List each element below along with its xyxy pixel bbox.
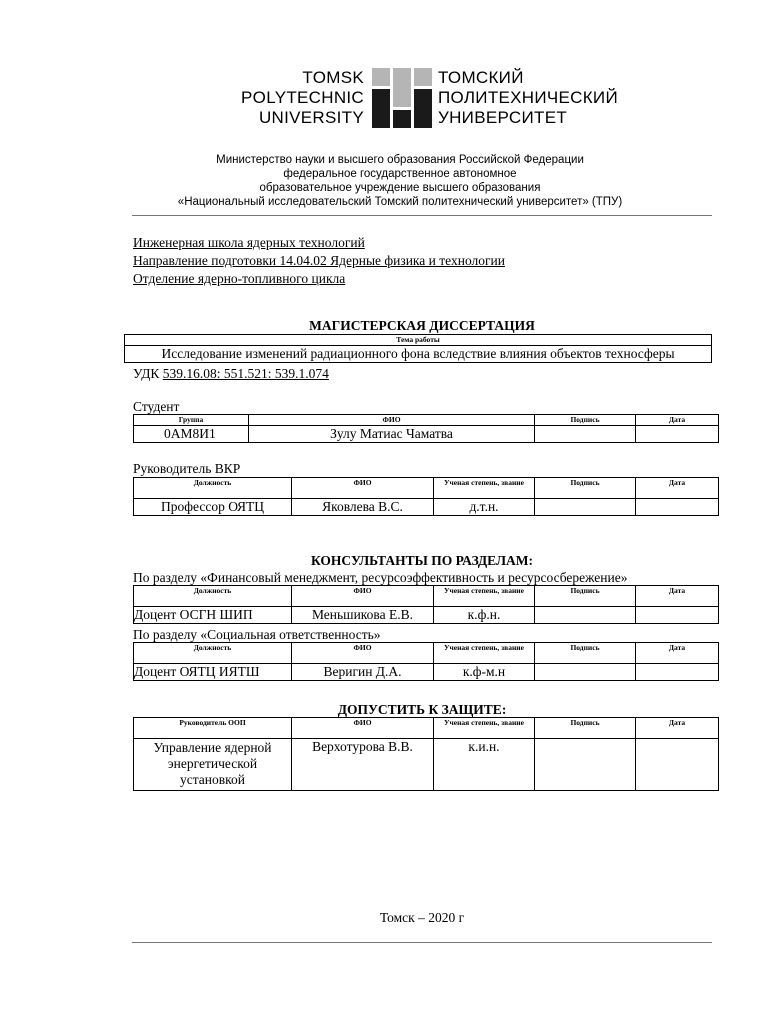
consult1-header-name: ФИО xyxy=(292,586,434,607)
supervisor-header-signature: Подпись xyxy=(535,478,636,499)
consult2-date xyxy=(636,664,719,681)
student-date xyxy=(636,426,719,443)
logo-ru-line-1: ТОМСКИЙ xyxy=(438,68,524,87)
direction-name: Направление подготовки 14.04.02 Ядерные физика и технологии xyxy=(133,253,505,268)
student-label: Студент xyxy=(133,399,180,414)
supervisor-degree: д.т.н. xyxy=(434,499,535,516)
admit-degree: к.и.н. xyxy=(434,739,535,791)
udk-label: УДК xyxy=(133,366,163,381)
supervisor-header-degree: Ученая степень, звание xyxy=(434,478,535,499)
ministry-line-3: образовательное учреждение высшего образования xyxy=(259,182,541,194)
consult1-degree: к.ф.н. xyxy=(434,607,535,624)
consult1-header-date: Дата xyxy=(636,586,719,607)
student-name: Зулу Матиас Чаматва xyxy=(249,426,535,443)
consult2-label: По разделу «Социальная ответственность» xyxy=(133,627,381,642)
consult2-name: Веригин Д.А. xyxy=(292,664,434,681)
footer-divider xyxy=(132,942,712,943)
student-header-signature: Подпись xyxy=(535,415,636,426)
logo-en-line-1: TOMSK xyxy=(302,68,364,87)
supervisor-position: Профессор ОЯТЦ xyxy=(134,499,292,516)
consult2-signature xyxy=(535,664,636,681)
consult2-table xyxy=(133,642,719,681)
student-table xyxy=(133,414,719,443)
topic-header: Тема работы xyxy=(125,335,712,346)
department-name: Отделение ядерно-топливного цикла xyxy=(133,271,346,286)
tpu-logo-icon xyxy=(372,68,432,128)
header-divider xyxy=(132,215,712,216)
supervisor-header-date: Дата xyxy=(636,478,719,499)
consult2-header-degree: Ученая степень, звание xyxy=(434,643,535,664)
admit-name: Верхотурова В.В. xyxy=(292,739,434,791)
logo-en-line-2: POLYTECHNIC xyxy=(241,88,364,107)
supervisor-label: Руководитель ВКР xyxy=(133,461,241,476)
consult1-date xyxy=(636,607,719,624)
topic-value: Исследование изменений радиационного фона вследствие влияния объектов техносферы xyxy=(125,346,712,363)
supervisor-header-position: Должность xyxy=(134,478,292,499)
ministry-line-1: Министерство науки и высшего образования Российской Федерации xyxy=(216,154,584,166)
consult2-header-signature: Подпись xyxy=(535,643,636,664)
ministry-line-4: «Национальный исследовательский Томский политехнический университет» (ТПУ) xyxy=(177,196,623,208)
admit-table xyxy=(133,717,719,791)
consult2-degree: к.ф-м.н xyxy=(434,664,535,681)
consult1-header-signature: Подпись xyxy=(535,586,636,607)
consult1-position: Доцент ОСГН ШИП xyxy=(134,607,292,624)
consult2-header-position: Должность xyxy=(134,643,292,664)
admit-header-name: ФИО xyxy=(292,718,434,739)
admit-date xyxy=(636,739,719,791)
supervisor-signature xyxy=(535,499,636,516)
supervisor-date xyxy=(636,499,719,516)
supervisor-name: Яковлева В.С. xyxy=(292,499,434,516)
student-header-group: Группа xyxy=(134,415,249,426)
consult2-header-name: ФИО xyxy=(292,643,434,664)
ministry-line-2: федеральное государственное автономное xyxy=(283,168,517,180)
admit-program: Управление ядерной энергетической установкой xyxy=(134,739,292,791)
logo-en-line-3: UNIVERSITY xyxy=(258,108,364,127)
logo-text-en xyxy=(241,68,364,128)
consult1-label: По разделу «Финансовый менеджмент, ресурсоэффективность и ресурсосбережение» xyxy=(133,570,628,585)
student-header-date: Дата xyxy=(636,415,719,426)
consult1-name: Меньшикова Е.В. xyxy=(292,607,434,624)
student-signature xyxy=(535,426,636,443)
consultants-title: КОНСУЛЬТАНТЫ ПО РАЗДЕЛАМ: xyxy=(310,553,534,568)
school-name: Инженерная школа ядерных технологий xyxy=(133,235,365,250)
supervisor-table xyxy=(133,477,719,516)
student-group: 0АМ8И1 xyxy=(134,426,249,443)
consult1-signature xyxy=(535,607,636,624)
udk-value: 539.16.08: 551.521: 539.1.074 xyxy=(162,366,329,381)
udk-line xyxy=(133,366,329,382)
consult1-header-degree: Ученая степень, звание xyxy=(434,586,535,607)
logo-ru-line-3: УНИВЕРСИТЕТ xyxy=(438,108,568,127)
admit-header-degree: Ученая степень, звание xyxy=(434,718,535,739)
footer-city-year: Томск – 2020 г xyxy=(379,910,465,925)
consult2-position: Доцент ОЯТЦ ИЯТШ xyxy=(134,664,292,681)
admit-header-date: Дата xyxy=(636,718,719,739)
document-title: МАГИСТЕРСКАЯ ДИССЕРТАЦИЯ xyxy=(309,318,535,333)
admit-title: ДОПУСТИТЬ К ЗАЩИТЕ: xyxy=(337,702,507,717)
logo-ru-line-2: ПОЛИТЕХНИЧЕСКИЙ xyxy=(438,88,618,107)
supervisor-header-name: ФИО xyxy=(292,478,434,499)
ministry-block xyxy=(130,153,670,209)
consult1-table xyxy=(133,585,719,624)
consult1-header-position: Должность xyxy=(134,586,292,607)
consult2-header-date: Дата xyxy=(636,643,719,664)
admit-header-head: Руководитель ООП xyxy=(134,718,292,739)
logo-text-ru xyxy=(438,68,618,128)
student-header-name: ФИО xyxy=(249,415,535,426)
topic-table xyxy=(124,334,712,363)
admit-signature xyxy=(535,739,636,791)
admit-header-signature: Подпись xyxy=(535,718,636,739)
